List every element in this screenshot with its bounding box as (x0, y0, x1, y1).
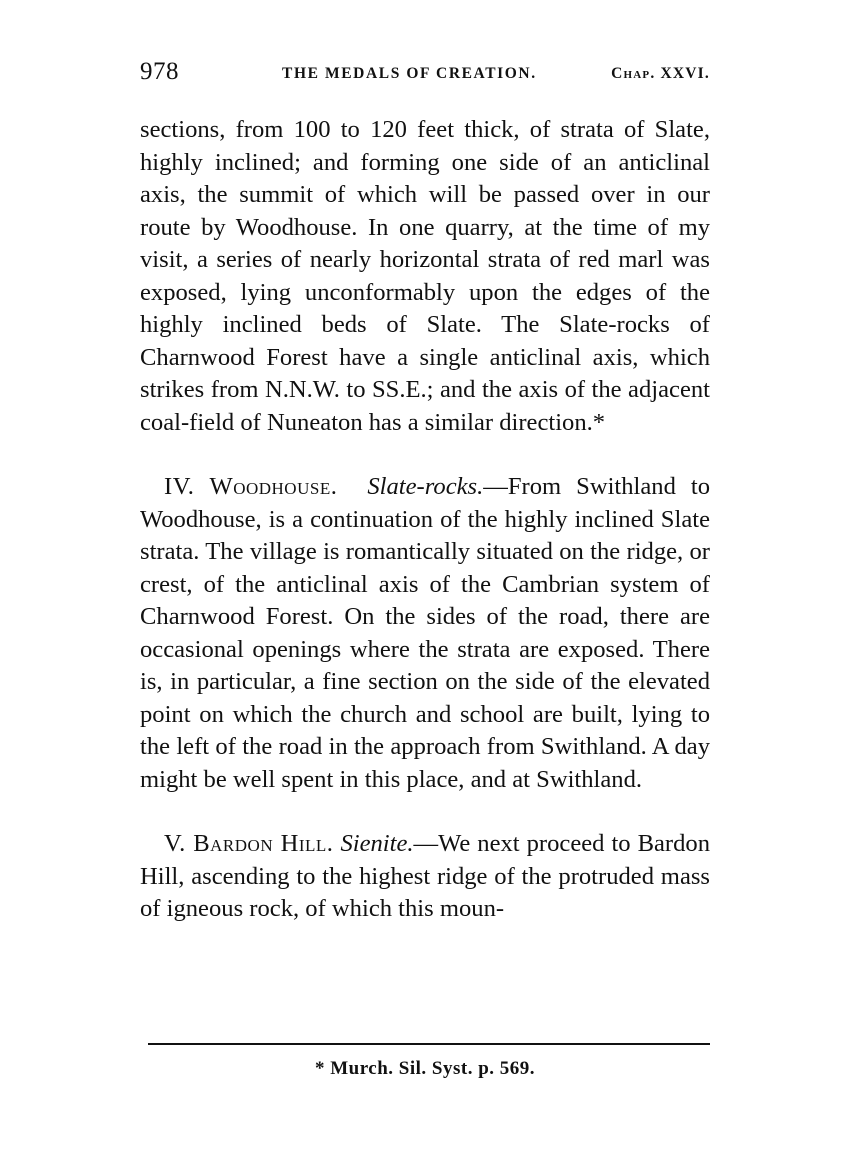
chapter-label: Chap. XXVI. (611, 65, 710, 82)
body-text (140, 114, 710, 958)
running-head (140, 58, 710, 92)
section-subject: Slate-rocks. (367, 473, 484, 500)
section-heading: IV. Woodhouse. (164, 473, 338, 500)
footnote-divider (148, 1043, 710, 1045)
footnote: * Murch. Sil. Syst. p. 569. (314, 1058, 536, 1079)
section-heading: V. Bardon Hill. (164, 830, 334, 857)
section-text: —From Swithland to Woodhouse, is a continuation of the highly inclined Slate strata. The village is romantically situated on the ridge, or crest, of the anticlinal axis of the Cambrian system of Charnwood Forest. On the sides of the road, there are occasional openings where the strata are exposed. There is, in particular, a fine section on the side of the elevated point on which the church and school are built, lying to the left of the road in the approach from Swithland. A day might be well spent in this place, and at Swithland. (140, 473, 711, 793)
section-subject: Sienite. (340, 830, 414, 857)
section-woodhouse (140, 471, 710, 796)
section-bardon-hill (140, 828, 710, 926)
book-title: THE MEDALS OF CREATION. (282, 65, 537, 82)
page-number: 978 (140, 58, 179, 85)
paragraph-continuation: sections, from 100 to 120 feet thick, of strata of Slate, highly inclined; and forming one side of an anticlinal axis, the summit of which will be passed over in our route by Woodhouse. In one quarry, at the time of my visit, a series of nearly horizontal strata of red marl was exposed, lying unconformably upon the edges of the highly inclined beds of Slate. The Slate-rocks of Charnwood Forest have a single anticlinal axis, which strikes from N.N.W. to SS.E.; and the axis of the adjacent coal-field of Nuneaton has a similar direction.* (140, 116, 710, 436)
section-text: —We next proceed to Bardon Hill, ascending to the highest ridge of the protruded mass of igneous rock, of which this moun- (140, 830, 710, 922)
